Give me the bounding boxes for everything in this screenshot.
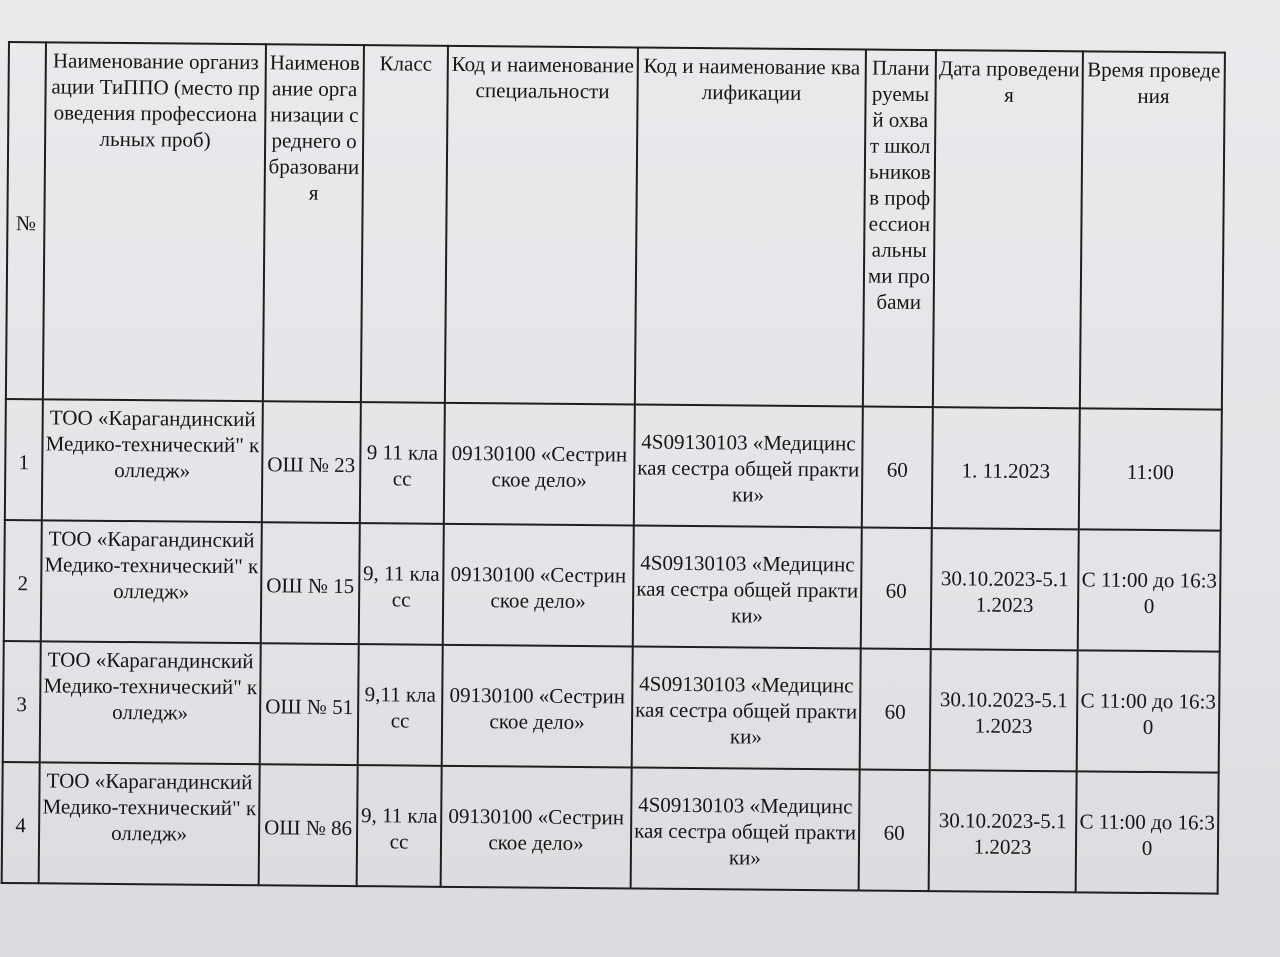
row-number: 1 (5, 399, 43, 520)
header-grade: Класс (361, 45, 448, 403)
table-row (4, 520, 1221, 652)
row-qualification: 4S09130103 «Медицинская сестра общей практики» (633, 525, 862, 648)
header-specialty: Код и наименование специальности (445, 46, 638, 405)
row-time: С 11:00 до 16:30 (1077, 650, 1220, 772)
row-grade: 9,11 класс (358, 644, 443, 766)
row-date: 30.10.2023-5.11.2023 (931, 528, 1079, 650)
row-school: ОШ № 23 (262, 401, 361, 523)
row-time: С 11:00 до 16:30 (1078, 529, 1221, 651)
header-school: Наименование организации среднего образования (263, 44, 364, 402)
row-number: 3 (3, 641, 41, 762)
row-school: ОШ № 15 (261, 522, 360, 644)
row-coverage: 60 (862, 406, 933, 528)
header-number: № (6, 42, 46, 399)
row-school: ОШ № 86 (259, 764, 358, 886)
row-organization: ТОО «Карагандинский Медико-технический" колледж» (40, 641, 261, 764)
row-coverage: 60 (859, 769, 930, 891)
row-grade: 9, 11 класс (359, 523, 444, 645)
table-row (2, 762, 1219, 894)
professional-trials-table (1, 41, 1226, 895)
table-row (3, 641, 1220, 773)
header-coverage: Планируемый охват школьников в профессиональными пробами (863, 49, 936, 407)
row-specialty: 09130100 «Сестринское дело» (443, 524, 634, 647)
table-row (5, 399, 1222, 531)
row-organization: ТОО «Карагандинский Медико-технический" колледж» (42, 399, 263, 522)
row-qualification: 4S09130103 «Медицинская сестра общей практики» (631, 767, 860, 890)
header-qualification: Код и наименование квалификации (635, 47, 866, 406)
header-date: Дата проведения (933, 50, 1083, 408)
row-specialty: 09130100 «Сестринское дело» (444, 403, 635, 526)
table-header-row (6, 42, 1225, 410)
row-organization: ТОО «Карагандинский Медико-технический" колледж» (39, 762, 260, 885)
header-time: Время проведения (1080, 51, 1225, 409)
row-date: 1. 11.2023 (932, 407, 1080, 529)
row-qualification: 4S09130103 «Медицинская сестра общей практики» (632, 646, 861, 769)
header-organization: Наименование организации ТиППО (место проведения профессиональных проб) (43, 42, 266, 401)
row-date: 30.10.2023-5.11.2023 (929, 770, 1077, 892)
row-school: ОШ № 51 (260, 643, 359, 765)
row-coverage: 60 (861, 527, 932, 649)
row-grade: 9, 11 класс (357, 765, 442, 887)
row-grade: 9 11 класс (360, 402, 445, 524)
row-number: 4 (2, 762, 40, 883)
row-number: 2 (4, 520, 42, 641)
row-date: 30.10.2023-5.11.2023 (930, 649, 1078, 771)
row-organization: ТОО «Карагандинский Медико-технический" колледж» (41, 520, 262, 643)
row-qualification: 4S09130103 «Медицинская сестра общей практики» (634, 404, 863, 527)
row-time: С 11:00 до 16:30 (1076, 771, 1219, 893)
row-coverage: 60 (860, 648, 931, 770)
row-specialty: 09130100 «Сестринское дело» (441, 766, 632, 889)
row-time: 11:00 (1079, 408, 1222, 530)
row-specialty: 09130100 «Сестринское дело» (442, 645, 633, 768)
